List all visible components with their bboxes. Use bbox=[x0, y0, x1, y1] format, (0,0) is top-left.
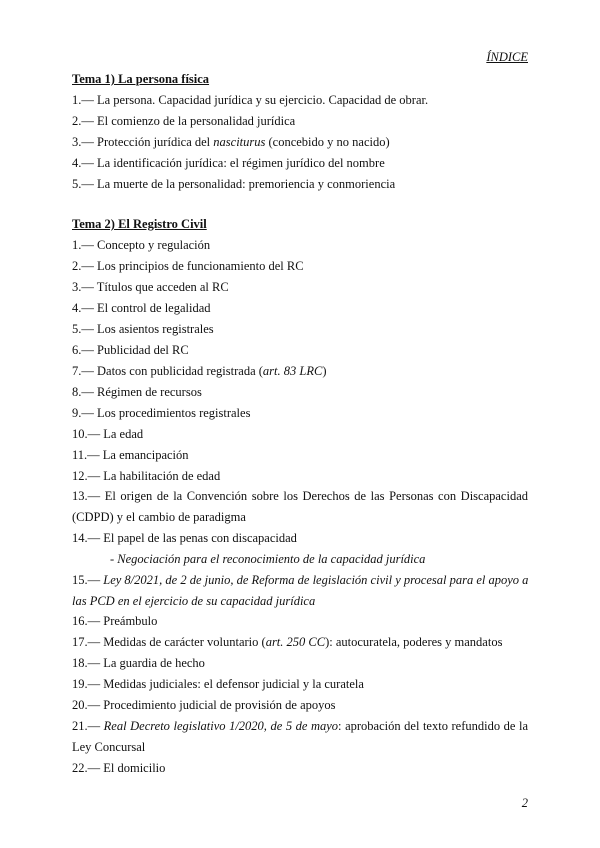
list-item bbox=[72, 364, 326, 379]
item-italic: las PCD en el ejercicio de su capacidad jurídica bbox=[72, 594, 316, 608]
item-text: Concepto y regulación bbox=[97, 238, 211, 252]
list-item bbox=[72, 448, 189, 463]
item-text: ): autocuratela, poderes y mandatos bbox=[325, 635, 503, 649]
item-number: 4.— bbox=[72, 301, 97, 315]
tema-2-heading bbox=[72, 217, 207, 232]
page-number: 2 bbox=[521, 796, 528, 810]
item-italic: art. 250 CC bbox=[265, 635, 326, 649]
item-text: La habilitación de edad bbox=[103, 469, 221, 483]
item-number: 6.— bbox=[72, 343, 97, 357]
item-number: 5.— bbox=[72, 322, 97, 336]
list-item bbox=[72, 656, 205, 671]
item-italic: Real Decreto legislativo 1/2020, de 5 de mayo bbox=[103, 719, 339, 733]
sub-item: - Negociación para el reconocimiento de la capacidad jurídica bbox=[110, 552, 426, 566]
item-text: Los procedimientos registrales bbox=[97, 406, 251, 420]
list-item bbox=[72, 343, 189, 358]
item-number: 12.— bbox=[72, 469, 104, 483]
item-text: Régimen de recursos bbox=[97, 385, 202, 399]
item-text: El papel de las penas con discapacidad bbox=[103, 531, 297, 545]
item-text: Los asientos registrales bbox=[97, 322, 214, 336]
item-number: 16.— bbox=[72, 614, 104, 628]
list-item bbox=[72, 489, 528, 504]
item-number: 9.— bbox=[72, 406, 97, 420]
item-text: El origen de la Convención sobre los Derechos de las Personas con Discapacidad bbox=[104, 489, 528, 503]
item-text: La muerte de la personalidad: premoriencia y conmoriencia bbox=[97, 177, 396, 191]
item-number: 10.— bbox=[72, 427, 104, 441]
item-text: La identificación jurídica: el régimen jurídico del nombre bbox=[97, 156, 385, 170]
item-italic: nasciturus bbox=[213, 135, 266, 149]
index-title: ÍNDICE bbox=[486, 50, 528, 64]
list-item bbox=[72, 573, 528, 588]
list-item bbox=[72, 280, 229, 295]
item-number: 21.— bbox=[72, 719, 104, 733]
item-text: Procedimiento judicial de provisión de apoyos bbox=[103, 698, 336, 712]
item-number: 15.— bbox=[72, 573, 104, 587]
item-number: 1.— bbox=[72, 238, 97, 252]
item-text: El domicilio bbox=[103, 761, 166, 775]
item-text: Medidas judiciales: el defensor judicial y la curatela bbox=[103, 677, 364, 691]
item-text: Datos con publicidad registrada ( bbox=[97, 364, 263, 378]
list-item bbox=[72, 259, 304, 274]
list-item-continuation bbox=[72, 594, 315, 609]
list-item bbox=[72, 469, 220, 484]
tema-1-number: Tema 1) bbox=[72, 72, 115, 86]
list-item bbox=[72, 614, 157, 629]
list-item bbox=[72, 135, 390, 150]
tema-1-heading bbox=[72, 72, 209, 87]
item-text: Medidas de carácter voluntario ( bbox=[103, 635, 266, 649]
tema-1-name: La persona física bbox=[114, 72, 210, 86]
item-text: : aprobación del texto refundido de la bbox=[338, 719, 529, 733]
item-text: La emancipación bbox=[102, 448, 189, 462]
list-item bbox=[72, 93, 428, 108]
item-number: 3.— bbox=[72, 280, 97, 294]
tema-2-number: Tema 2) bbox=[72, 217, 115, 231]
item-number: 5.— bbox=[72, 177, 97, 191]
item-number: 11.— bbox=[72, 448, 103, 462]
list-item bbox=[72, 238, 210, 253]
item-text: El control de legalidad bbox=[97, 301, 211, 315]
item-number: 8.— bbox=[72, 385, 97, 399]
item-text: Publicidad del RC bbox=[97, 343, 189, 357]
list-item bbox=[72, 719, 528, 734]
item-text: El comienzo de la personalidad jurídica bbox=[97, 114, 296, 128]
item-number: 20.— bbox=[72, 698, 104, 712]
list-item-continuation bbox=[72, 740, 145, 755]
list-item bbox=[72, 635, 502, 650]
item-number: 7.— bbox=[72, 364, 97, 378]
item-number: 2.— bbox=[72, 114, 97, 128]
item-text: La guardia de hecho bbox=[103, 656, 205, 670]
item-text: (concebido y no nacido) bbox=[265, 135, 390, 149]
item-number: 3.— bbox=[72, 135, 97, 149]
list-item bbox=[72, 698, 336, 713]
list-item bbox=[72, 177, 395, 192]
item-text: Protección jurídica del bbox=[97, 135, 214, 149]
list-item bbox=[72, 156, 385, 171]
item-text: (CDPD) y el cambio de paradigma bbox=[72, 510, 246, 524]
list-item bbox=[72, 427, 143, 442]
item-text: Títulos que acceden al RC bbox=[96, 280, 229, 294]
item-number: 13.— bbox=[72, 489, 105, 503]
item-number: 1.— bbox=[72, 93, 97, 107]
list-item bbox=[72, 114, 295, 129]
list-item bbox=[72, 406, 250, 421]
list-item bbox=[72, 322, 214, 337]
list-item-continuation bbox=[72, 510, 246, 525]
list-item bbox=[72, 301, 211, 316]
item-text: Los principios de funcionamiento del RC bbox=[97, 259, 304, 273]
item-number: 14.— bbox=[72, 531, 104, 545]
item-number: 17.— bbox=[72, 635, 104, 649]
item-number: 2.— bbox=[72, 259, 97, 273]
item-text: La edad bbox=[103, 427, 144, 441]
list-item bbox=[72, 531, 297, 546]
item-text: Preámbulo bbox=[103, 614, 158, 628]
list-item bbox=[72, 385, 202, 400]
item-number: 19.— bbox=[72, 677, 104, 691]
list-item bbox=[72, 677, 364, 692]
item-text: ) bbox=[322, 364, 327, 378]
item-number: 4.— bbox=[72, 156, 97, 170]
item-number: 18.— bbox=[72, 656, 104, 670]
item-text: Ley Concursal bbox=[72, 740, 146, 754]
tema-2-name: El Registro Civil bbox=[114, 217, 207, 231]
item-italic: Ley 8/2021, de 2 de junio, de Reforma de legislación civil y procesal para el apoyo a bbox=[103, 573, 529, 587]
list-item bbox=[72, 761, 165, 776]
item-text: La persona. Capacidad jurídica y su ejercicio. Capacidad de obrar. bbox=[97, 93, 429, 107]
item-italic: art. 83 LRC bbox=[262, 364, 323, 378]
item-number: 22.— bbox=[72, 761, 104, 775]
